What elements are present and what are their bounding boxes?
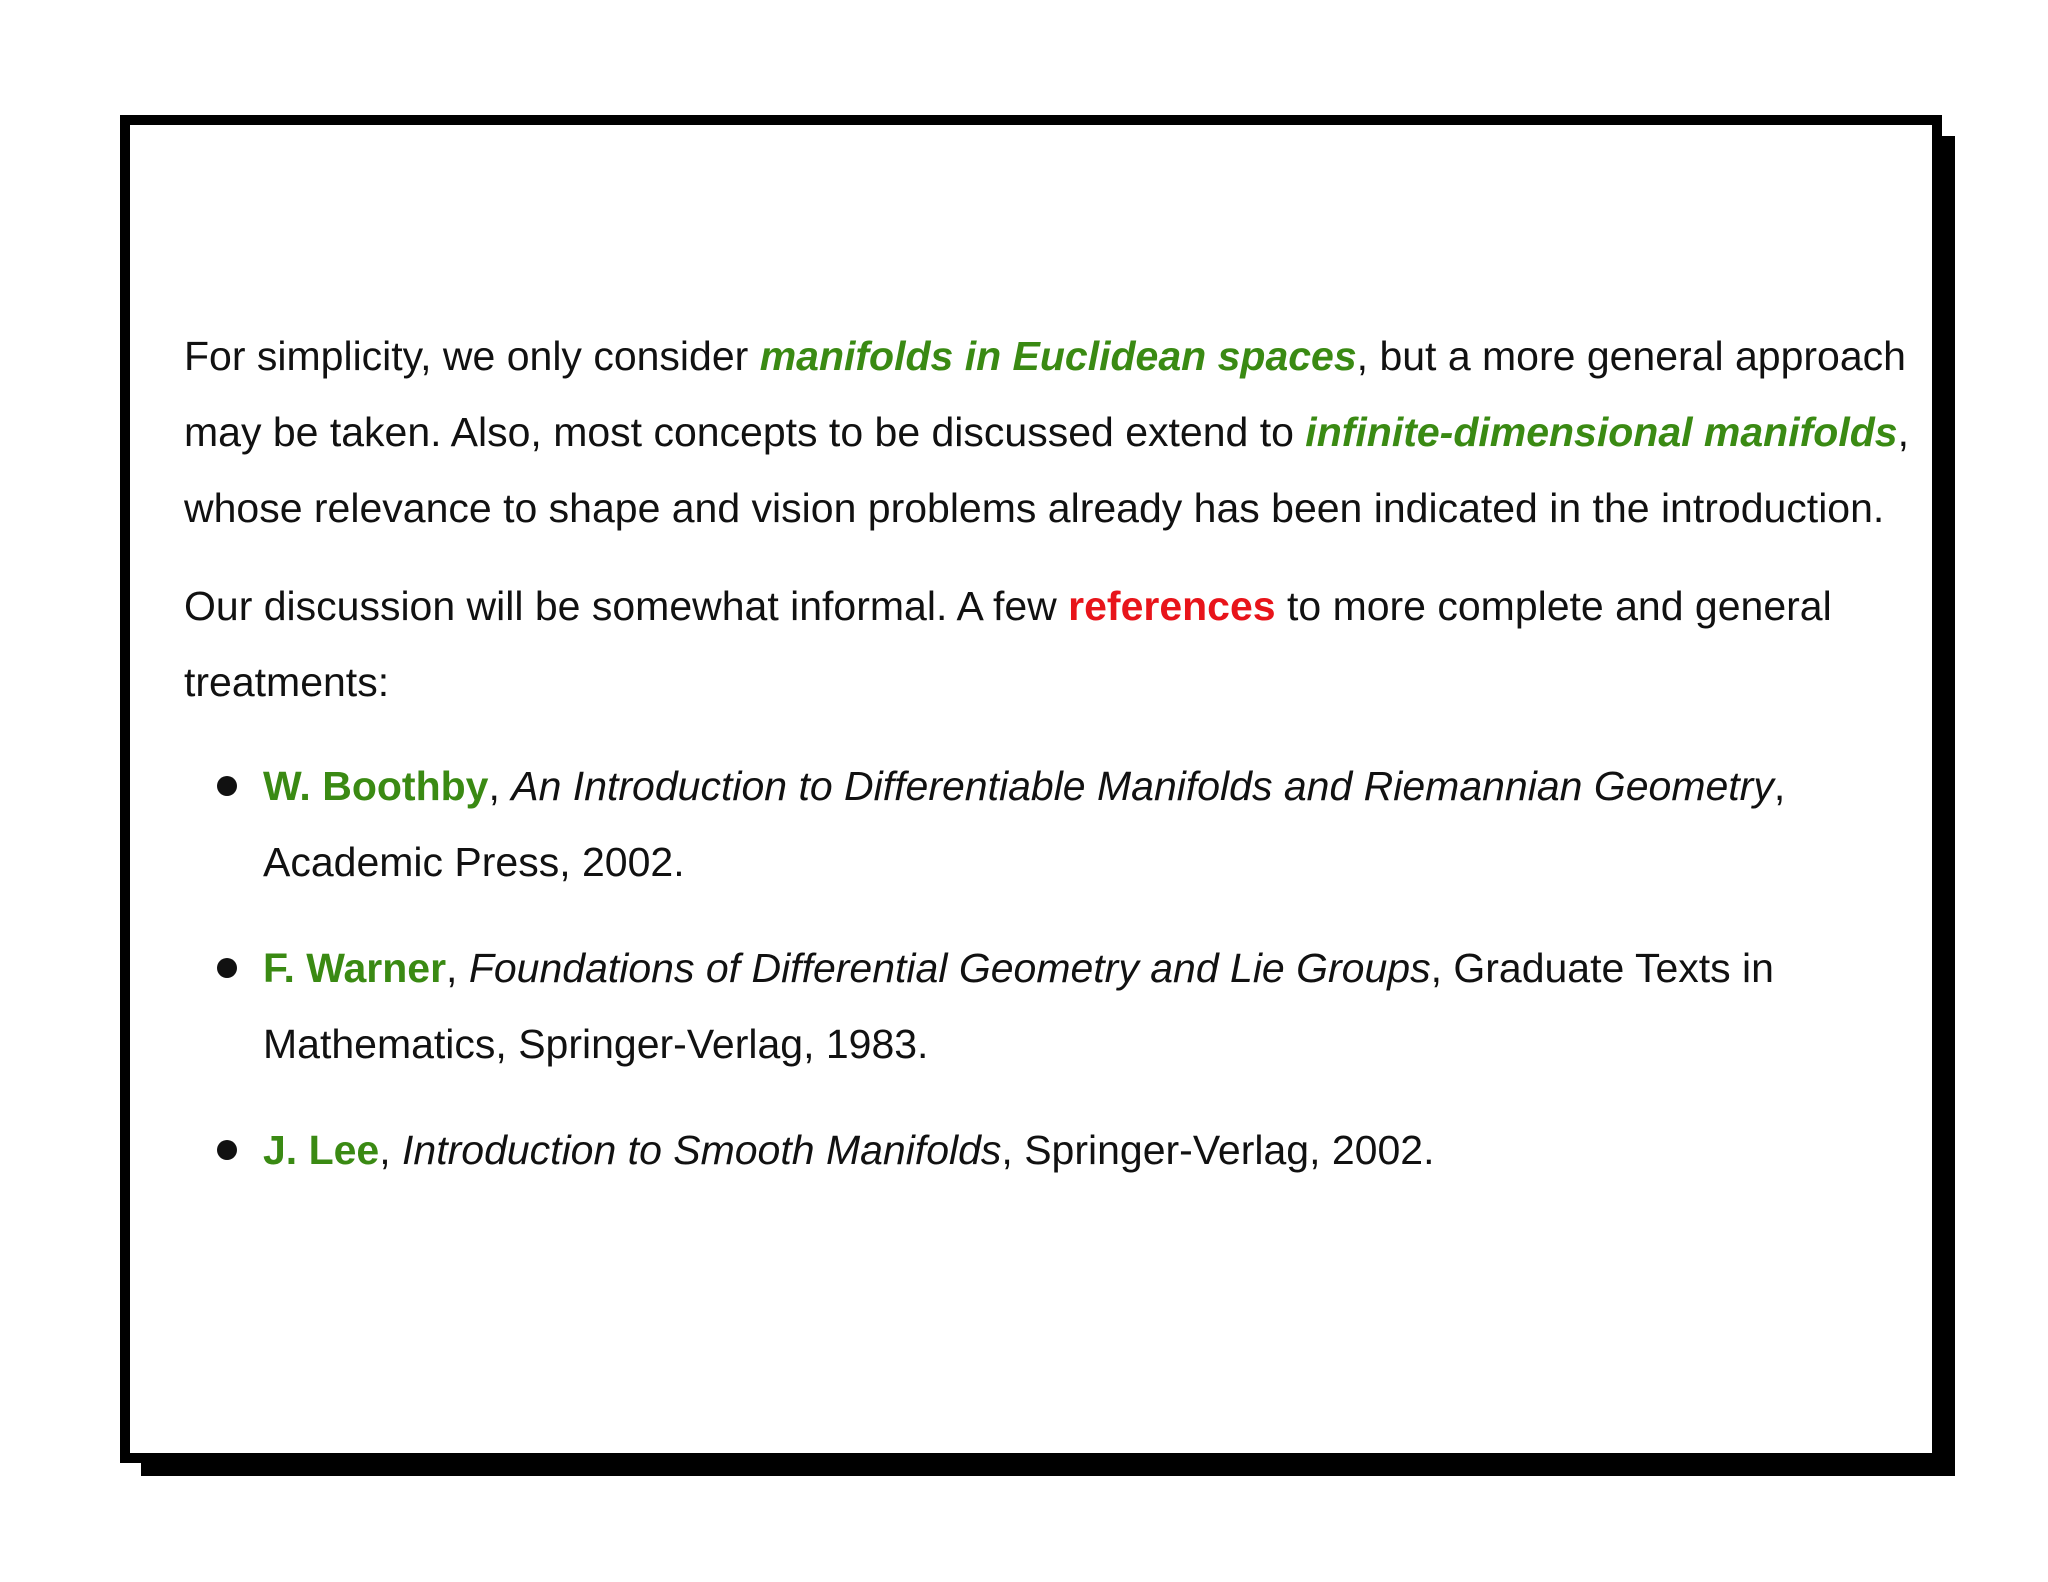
intro-paragraph — [184, 318, 1924, 546]
reference-author: J. Lee — [263, 1127, 380, 1173]
reference-title: An Introduction to Differentiable Manifolds and Riemannian Geometry — [511, 763, 1774, 809]
reference-item — [184, 748, 1924, 900]
slide-content — [184, 318, 1924, 1218]
bullet-icon — [217, 776, 237, 796]
reference-separator: , — [446, 945, 469, 991]
intro-text-start: For simplicity, we only consider — [184, 333, 760, 379]
discussion-text-end: to more complete and general treatments: — [184, 583, 1832, 705]
reference-author: F. Warner — [263, 945, 447, 991]
reference-publisher: , Academic Press, 2002. — [263, 763, 1786, 885]
term-references: references — [1068, 583, 1276, 629]
reference-publisher: , Springer-Verlag, 2002. — [1001, 1127, 1435, 1173]
reference-publisher: , Graduate Texts in Mathematics, Springer-Verlag, 1983. — [263, 945, 1774, 1067]
reference-title: Foundations of Differential Geometry and Lie Groups — [468, 945, 1431, 991]
reference-item — [184, 1112, 1924, 1188]
reference-separator: , — [488, 763, 512, 809]
bullet-icon — [217, 1140, 237, 1160]
reference-separator: , — [379, 1127, 403, 1173]
reference-title: Introduction to Smooth Manifolds — [402, 1127, 1002, 1173]
reference-list — [184, 748, 1924, 1188]
intro-text-middle: , but a more general approach may be taken. Also, most concepts to be discussed extend to — [184, 333, 1906, 455]
term-infinite-dimensional-manifolds: infinite-dimensional manifolds — [1305, 409, 1898, 455]
reference-item — [184, 930, 1924, 1082]
intro-text-end: , whose relevance to shape and vision problems already has been indicated in the introduction. — [184, 409, 1909, 531]
reference-author: W. Boothby — [263, 763, 489, 809]
slide-frame — [120, 115, 1942, 1463]
term-manifolds-in-euclidean-spaces: manifolds in Euclidean spaces — [759, 333, 1357, 379]
discussion-paragraph — [184, 568, 1924, 720]
bullet-icon — [217, 958, 237, 978]
discussion-text-start: Our discussion will be somewhat informal. A few — [184, 583, 1069, 629]
